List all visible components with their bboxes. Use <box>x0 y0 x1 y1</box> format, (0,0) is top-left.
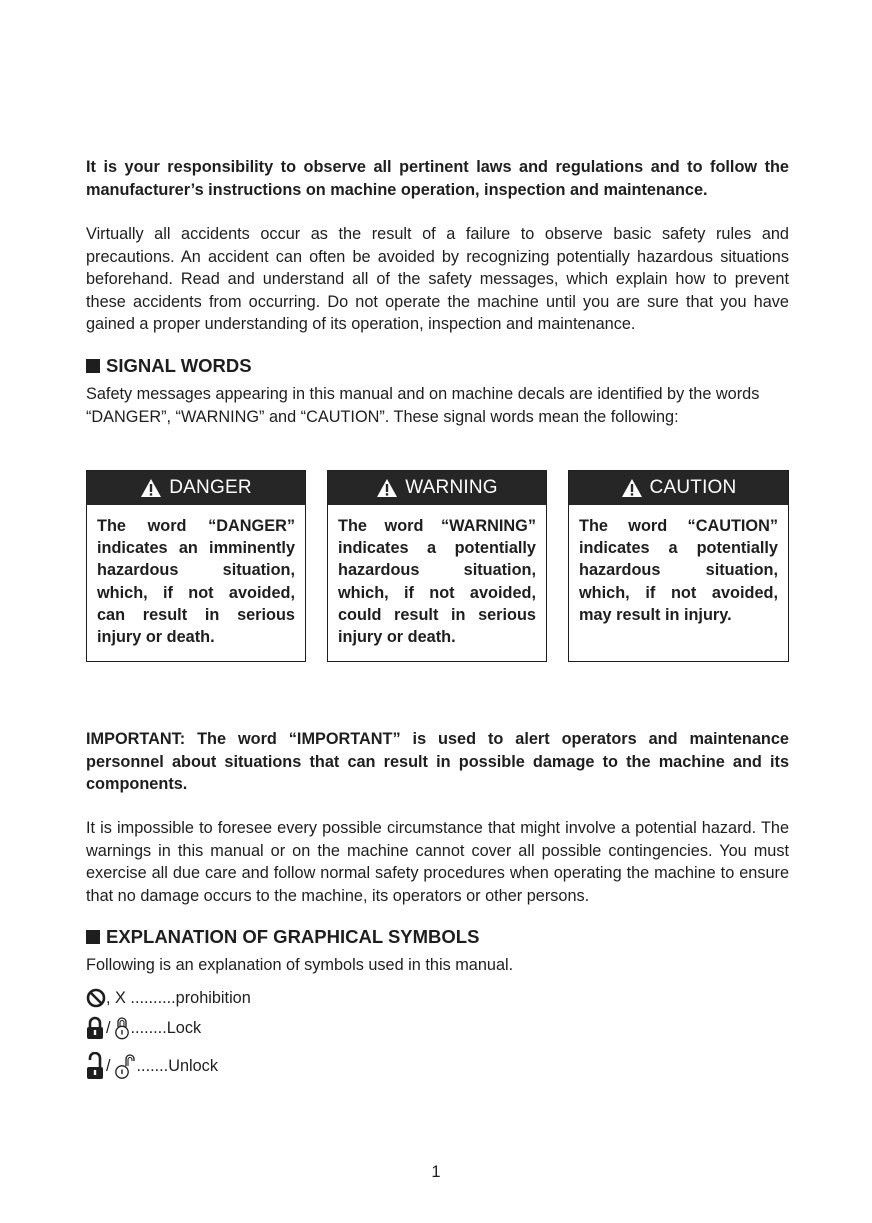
signal-word-boxes <box>86 470 789 663</box>
slash-separator: / <box>106 1018 111 1037</box>
unlock-label: .......Unlock <box>136 1056 218 1075</box>
symbol-row-unlock <box>86 1052 218 1080</box>
slash-separator: / <box>106 1056 111 1075</box>
bullet-square-icon <box>86 359 100 373</box>
signal-words-description: Safety messages appearing in this manual and on machine decals are identified by the words “DANGER”, “WARNING” and “CAUTION”. These signal words mean the following: <box>86 385 760 426</box>
signal-words-heading <box>86 354 252 378</box>
danger-text: The word “DANGER” indicates an imminently hazardous situation, which, if not avoided, can result in serious injury or death. <box>97 517 295 647</box>
signal-words-heading-text: SIGNAL WORDS <box>106 355 252 376</box>
symbols-description: Following is an explanation of symbols used in this manual. <box>86 956 514 974</box>
caution-header <box>569 471 788 505</box>
lock-outline-icon <box>113 1016 131 1040</box>
warning-box <box>327 470 547 662</box>
unlock-icon <box>86 1052 104 1080</box>
caution-text: The word “CAUTION” indicates a potentially hazardous situation, which, if not avoided, may result in injury. <box>579 517 778 624</box>
symbols-heading <box>86 925 479 949</box>
page-number: 1 <box>431 1163 441 1181</box>
warning-triangle-icon <box>140 478 162 498</box>
danger-header <box>87 471 305 505</box>
danger-title: DANGER <box>169 477 252 498</box>
symbols-heading-text: EXPLANATION OF GRAPHICAL SYMBOLS <box>106 926 480 947</box>
symbol-row-prohibition <box>86 988 251 1008</box>
prohibition-label: , X ..........prohibition <box>106 988 251 1007</box>
impossible-paragraph: It is impossible to foresee every possible circumstance that might involve a potential hazard. The warnings in this manual or on the machine cannot cover all possible contingencies. You must exercise all due care and follow normal safety procedures when operating the machine to ensure that no damage occurs to the machine, its operators or other persons. <box>86 819 789 905</box>
accidents-paragraph: Virtually all accidents occur as the result of a failure to observe basic safety rules and precautions. An accident can often be avoided by recognizing potentially hazardous situations beforehand. Read and understand all of the safety messages, which explain how to prevent these accidents from occurring. Do not operate the machine until you are sure that you have gained a proper understanding of its operation, inspection and maintenance. <box>86 225 789 333</box>
bullet-square-icon <box>86 930 100 944</box>
unlock-outline-icon <box>113 1052 137 1080</box>
warning-triangle-icon <box>621 478 643 498</box>
lock-icon <box>86 1016 104 1040</box>
responsibility-statement: It is your responsibility to observe all pertinent laws and regulations and to follow the manufacturer’s instructions on machine operation, inspection and maintenance. <box>86 158 789 199</box>
important-notice: IMPORTANT: The word “IMPORTANT” is used to alert operators and maintenance personnel about situations that can result in possible damage to the machine and its components. <box>86 730 789 793</box>
warning-text: The word “WARNING” indicates a potentially hazardous situation, which, if not avoided, could result in serious injury or death. <box>338 517 536 647</box>
symbol-row-lock <box>86 1016 201 1040</box>
warning-header <box>328 471 546 505</box>
warning-title: WARNING <box>405 477 498 498</box>
lock-label: ........Lock <box>130 1018 202 1037</box>
prohibition-icon <box>86 988 106 1008</box>
caution-title: CAUTION <box>649 477 737 498</box>
danger-box <box>86 470 306 662</box>
caution-box <box>568 470 789 662</box>
warning-triangle-icon <box>376 478 398 498</box>
